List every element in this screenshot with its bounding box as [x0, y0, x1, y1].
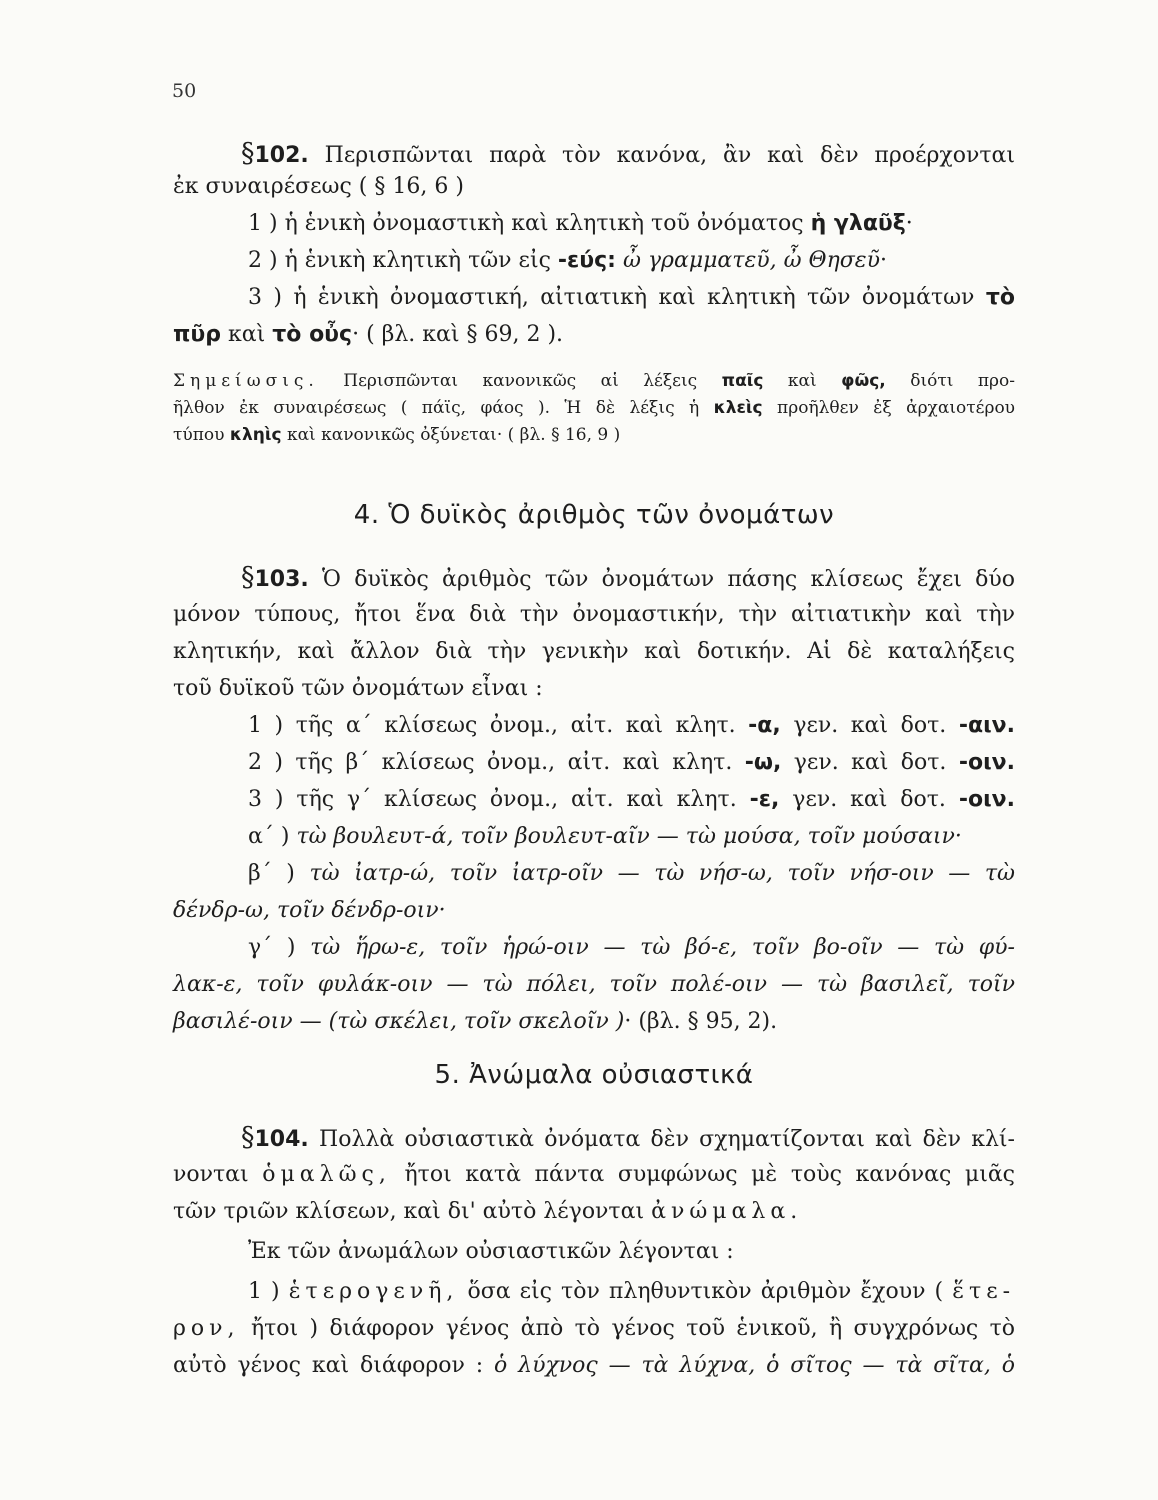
example-a — [173, 822, 1015, 852]
note-102 — [173, 368, 1015, 449]
spaced-term: ἀνώμαλα. — [651, 1199, 803, 1224]
s104-line-4 — [173, 1237, 1015, 1267]
text: νονται — [173, 1162, 249, 1187]
bold-term: φῶς, — [841, 371, 886, 391]
s102-item-2 — [173, 246, 1015, 276]
example-label: α΄ ) — [248, 824, 290, 849]
bold-term: τὸ οὖς — [272, 322, 353, 347]
bold-term: ἡ γλαῦξ — [810, 211, 906, 236]
example-b — [173, 859, 1015, 889]
example-label: γ΄ ) — [248, 935, 296, 960]
text: τῶν τριῶν κλίσεων, καὶ δι' αὐτὸ λέγονται — [173, 1199, 645, 1224]
text: γεν. καὶ δοτ. — [793, 750, 947, 775]
s104-item-1-cont — [173, 1314, 1015, 1344]
section-mark: § — [241, 1122, 255, 1153]
text: ἐκ συναιρέσεως ( § 16, 6 ) — [173, 174, 464, 199]
bold-ending: -οιν. — [958, 750, 1015, 775]
italic-example: ὦ γραμματεῦ, ὦ Θησεῦ — [622, 248, 880, 273]
section-mark: § — [241, 138, 255, 169]
text: Ἐκ τῶν ἀνωμάλων οὐσιαστικῶν λέγονται : — [248, 1239, 734, 1264]
s103-line-2 — [173, 600, 1015, 630]
text: · — [879, 248, 887, 273]
s102-line-2 — [173, 172, 1015, 202]
text: 3 ) τῆς γ΄ κλίσεως ὀνομ., αἰτ. καὶ κλητ. — [248, 787, 737, 812]
text: γεν. καὶ δοτ. — [792, 787, 946, 812]
italic-example: τὼ ἥρω-ε, τοῖν ἡρώ-οιν — τὼ βό-ε, τοῖν βο-οῖν — τὼ φύ- — [310, 935, 1015, 960]
text: 2 ) ἡ ἑνικὴ κλητικὴ τῶν εἰς — [248, 248, 551, 273]
bold-ending: -οιν. — [958, 787, 1016, 812]
text: Πολλὰ οὐσιαστικὰ ὀνόματα δὲν σχηματίζονται καὶ δὲν κλί- — [319, 1127, 1015, 1152]
s104-item-1 — [173, 1277, 1015, 1307]
ending-row-3 — [173, 785, 1015, 815]
text: κλητικήν, καὶ ἄλλον διὰ τὴν γενικὴν καὶ δοτικήν. Αἱ δὲ καταλήξεις — [173, 639, 1015, 664]
ending-row-2 — [173, 748, 1015, 778]
note-line-3 — [173, 422, 1015, 449]
s103-line-4 — [173, 674, 1015, 704]
text: καὶ — [787, 371, 817, 391]
text: ἤτοι ) διάφορον γένος ἀπὸ τὸ γένος τοῦ ἑνικοῦ, ἢ συγχρόνως τὸ — [250, 1316, 1015, 1341]
section-102 — [173, 139, 1015, 350]
page-number: 50 — [172, 80, 197, 102]
text: 1 ) τῆς α΄ κλίσεως ὀνομ., αἰτ. καὶ κλητ. — [248, 713, 736, 738]
section-104 — [173, 1123, 1015, 1381]
italic-example: τὼ ἰατρ-ώ, τοῖν ἰατρ-οῖν — τὼ νήσ-ω, τοῖν νήσ-οιν — τὼ — [309, 861, 1015, 886]
text: · — [905, 211, 913, 236]
text: · (βλ. § 95, 2). — [624, 1009, 778, 1034]
text: ὅσα εἰς τὸν πληθυντικὸν ἀριθμὸν ἔχουν ( — [467, 1279, 944, 1304]
bold-term: -εύς: — [557, 248, 616, 273]
section-number: 102. — [254, 143, 309, 168]
s104-line-3 — [173, 1197, 1015, 1227]
text: 1 ) ἡ ἑνικὴ ὀνομαστικὴ καὶ κλητικὴ τοῦ ὀνόματος — [248, 211, 804, 236]
text: γεν. καὶ δοτ. — [793, 713, 947, 738]
section-mark: § — [241, 562, 255, 593]
text: διότι προ- — [910, 371, 1016, 391]
text: Περισπῶνται παρὰ τὸν κανόνα, ἂν καὶ δὲν προέρχονται — [324, 143, 1015, 168]
example-label: β΄ ) — [248, 861, 295, 886]
section-number: 104. — [254, 1127, 309, 1152]
bold-term: παῖς — [721, 371, 764, 391]
text: καὶ — [228, 322, 266, 347]
text: αὐτὸ γένος καὶ διάφορον : — [173, 1353, 484, 1378]
text: · ( βλ. καὶ § 69, 2 ). — [352, 322, 564, 347]
text: τοῦ δυϊκοῦ τῶν ὀνομάτων εἶναι : — [173, 676, 543, 701]
text: τύπου — [173, 425, 225, 445]
example-c-cont-2 — [173, 1007, 1015, 1037]
ending-row-1 — [173, 711, 1015, 741]
s104-item-1-cont-2 — [173, 1351, 1015, 1381]
spaced-term: ρον, — [173, 1316, 240, 1341]
bold-ending: -ω, — [744, 750, 782, 775]
s103-line-1 — [173, 563, 1015, 593]
s102-item-3-cont — [173, 320, 1015, 350]
text: προῆλθεν ἐξ ἀρχαιοτέρου — [777, 398, 1016, 418]
section-number: 103. — [254, 567, 309, 592]
heading-irregular-nouns: 5. Ἀνώμαλα οὐσιαστικά — [434, 1060, 754, 1090]
s102-item-3 — [173, 283, 1015, 313]
italic-example: βασιλέ-οιν — (τὼ σκέλει, τοῖν σκελοῖν ) — [173, 1009, 625, 1034]
example-c-cont: λακ-ε, τοῖν φυλάκ-οιν — τὼ πόλει, τοῖν πολέ-οιν — τὼ βασιλεῖ, τοῖν — [173, 972, 1015, 997]
text: 1 ) — [248, 1279, 280, 1304]
note-line-1 — [173, 368, 1015, 395]
s103-line-3 — [173, 637, 1015, 667]
example-c — [173, 933, 1015, 963]
text: καὶ κανονικῶς ὀξύνεται· ( βλ. § 16, 9 ) — [286, 425, 621, 445]
text: 3 ) ἡ ἑνικὴ ὀνομαστική, αἰτιατικὴ καὶ κλητικὴ τῶν ὀνομάτων — [248, 285, 975, 310]
note-line-2 — [173, 395, 1015, 422]
text: ῆλθον ἐκ συναιρέσεως ( πάϊς, φάος ). Ἡ δὲ λέξις ἡ — [173, 398, 700, 418]
text: μόνον τύπους, ἤτοι ἕνα διὰ τὴν ὀνομαστικήν, τὴν αἰτιατικὴν καὶ τὴν — [173, 602, 1015, 627]
bold-term: κλεὶς — [713, 398, 763, 418]
example-b-cont: δένδρ-ω, τοῖν δένδρ-οιν· — [173, 898, 446, 923]
italic-example: ὁ λύχνος — τὰ λύχνα, ὁ σῖτος — τὰ σῖτα, ὁ — [494, 1353, 1015, 1378]
text: Ὁ δυϊκὸς ἀριθμὸς τῶν ὀνομάτων πάσης κλίσεως ἔχει δύο — [322, 567, 1015, 592]
italic-example: τὼ βουλευτ-ά, τοῖν βουλευτ-αῖν — τὼ μούσα, τοῖν μούσαιν· — [296, 824, 962, 849]
s102-item-1 — [173, 209, 1015, 239]
section-103 — [173, 563, 1015, 1037]
spaced-term: ἕτε- — [952, 1279, 1016, 1304]
spaced-term: ὁμαλῶς, — [262, 1162, 391, 1187]
s104-line-2 — [173, 1160, 1015, 1190]
bold-ending: -ε, — [749, 787, 780, 812]
text: 2 ) τῆς β΄ κλίσεως ὀνομ., αἰτ. καὶ κλητ. — [248, 750, 733, 775]
bold-ending: -αιν. — [958, 713, 1015, 738]
bold-term: κληὶς — [229, 425, 282, 445]
spaced-term: ἑτερογενῆ, — [288, 1279, 459, 1304]
text: Περισπῶνται κανονικῶς αἱ λέξεις — [343, 371, 698, 391]
bold-ending: -α, — [748, 713, 781, 738]
text: ἤτοι κατὰ πάντα συμφώνως μὲ τοὺς κανόνας μιᾶς — [404, 1162, 1016, 1187]
bold-term: τὸ — [985, 285, 1015, 310]
s102-line-1 — [173, 139, 1015, 169]
bold-term: πῦρ — [173, 322, 222, 347]
note-label: Σημείωσις. — [173, 371, 319, 391]
heading-dual-number: 4. Ὁ δυϊκὸς ἀριθμὸς τῶν ὀνομάτων — [353, 500, 835, 530]
s104-line-1 — [173, 1123, 1015, 1153]
